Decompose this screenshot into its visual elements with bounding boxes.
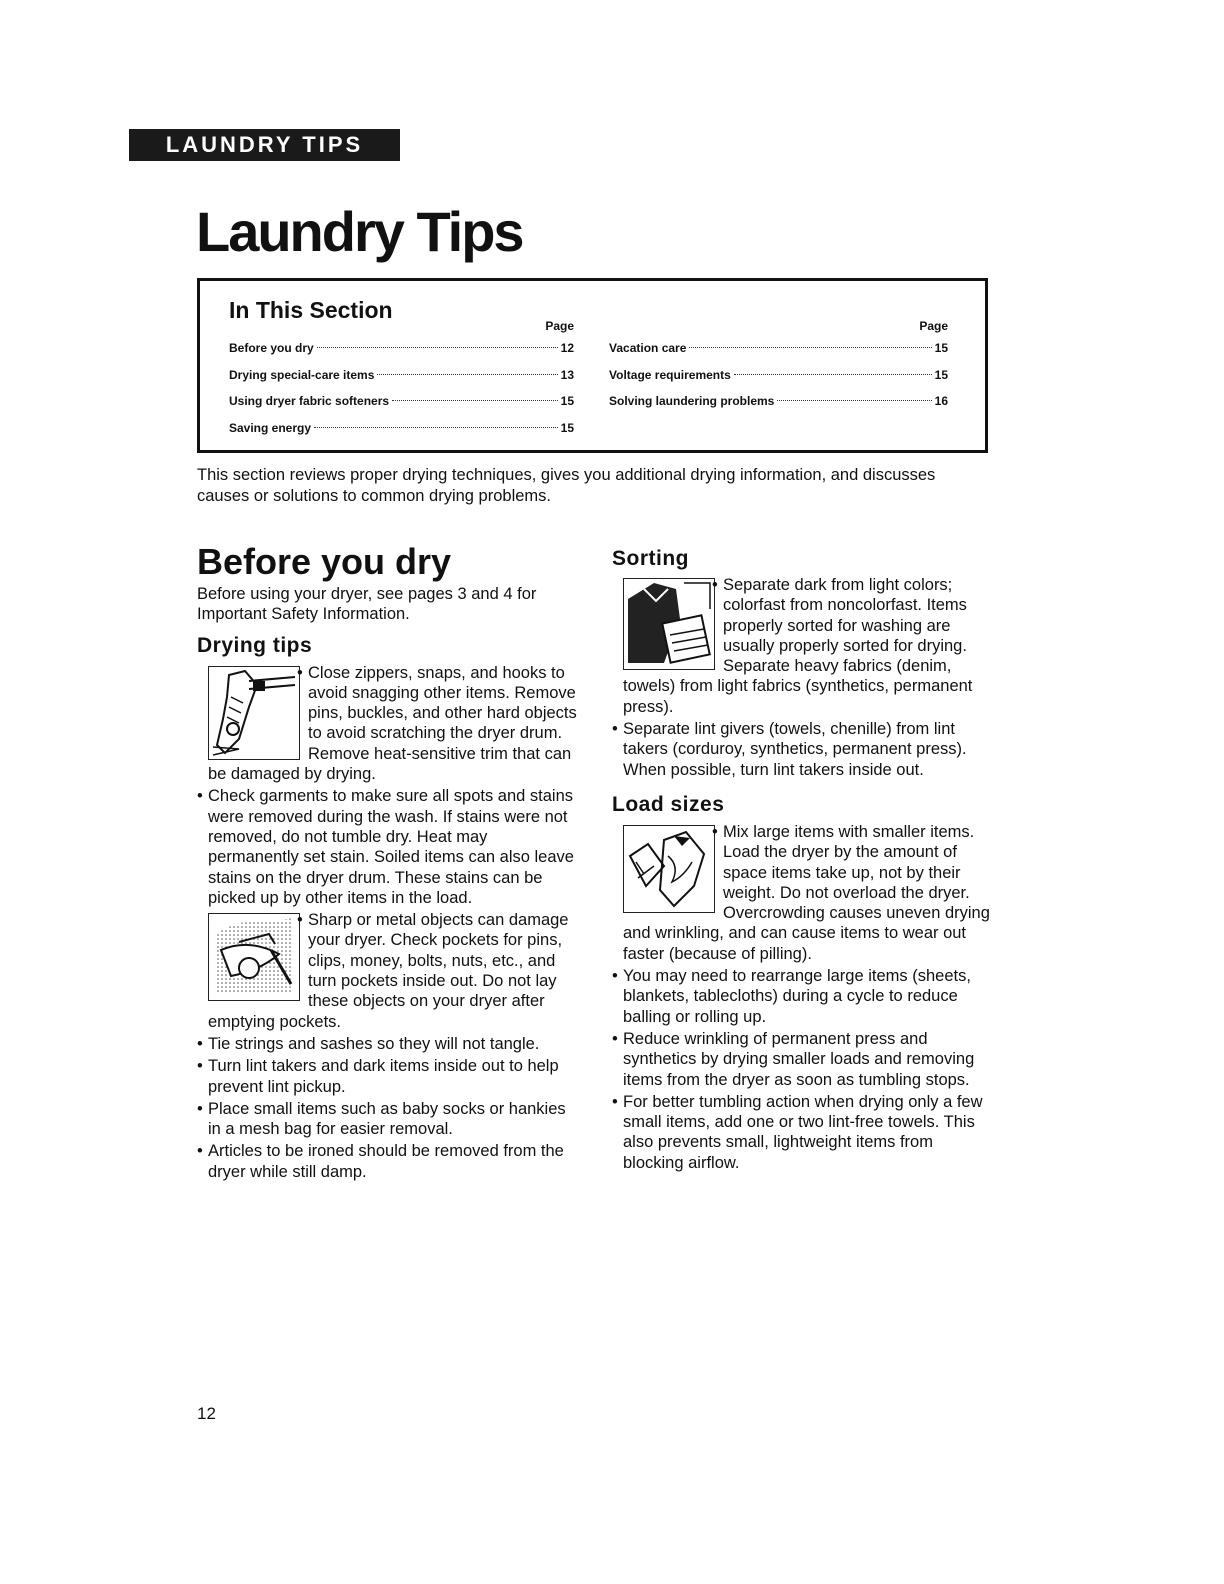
list-item (197, 1141, 579, 1182)
before-you-dry-intro: Before using your dryer, see pages 3 and 4 for Important Safety Information. (197, 585, 537, 624)
pocket-objects-illustration-icon (208, 913, 300, 1001)
toc-leader (314, 427, 558, 428)
page-number: 12 (197, 1404, 216, 1423)
bullet: • (612, 967, 618, 986)
drying-tips-list (197, 663, 579, 1182)
list-item-text: Place small items such as baby socks or hankies in a mesh bag for easier removal. (208, 1099, 566, 1139)
toc-leader (777, 400, 931, 401)
toc-entry-label: Before you dry (229, 341, 314, 355)
toc-column-right (609, 317, 948, 415)
toc-column-left (229, 317, 574, 441)
right-column (612, 546, 997, 1175)
toc-entry-page: 15 (560, 420, 574, 435)
toc-entry[interactable] (229, 388, 574, 415)
page-title: Laundry Tips (196, 200, 523, 263)
toc-heading: In This Section (229, 297, 393, 323)
section-tab: LAUNDRY TIPS (129, 129, 400, 161)
load-sizes-list (612, 822, 997, 1173)
bullet: • (297, 911, 303, 930)
toc-entry-page: 12 (560, 341, 574, 355)
list-item-text: Separate dark from light colors; colorfast from noncolorfast. Items properly sorted for washing are usually properly sorted for drying. Separate heavy fabrics (denim, towels) from light fabrics (synthetics, permanent press). (623, 576, 973, 716)
bullet: • (712, 576, 718, 594)
bullet: • (197, 1142, 203, 1161)
bullet: • (712, 822, 718, 841)
toc-entry[interactable] (229, 415, 574, 442)
list-item-text: Close zippers, snaps, and hooks to avoid snagging other items. Remove pins, buckles, and other hard objects to avoid scratching the dryer drum. Remove heat-sensitive trim that can be damaged by drying. (208, 663, 577, 784)
bullet: • (197, 1057, 203, 1076)
list-item (197, 1056, 579, 1097)
toc-leader (734, 374, 932, 375)
toc-entry-page: 16 (934, 394, 948, 408)
left-column (197, 542, 579, 1184)
toc-leader (317, 347, 558, 348)
list-item-text: Tie strings and sashes so they will not tangle. (208, 1034, 540, 1053)
list-item (612, 575, 997, 717)
section-intro: This section reviews proper drying techniques, gives you additional drying information, and discusses causes or solutions to common drying problems. (197, 466, 936, 505)
toc-entry-label: Drying special-care items (229, 367, 375, 382)
toc-entry[interactable] (229, 362, 574, 389)
list-item (612, 1092, 997, 1173)
drying-tips-heading: Drying tips (197, 633, 313, 657)
list-item (612, 966, 997, 1027)
list-item-text: You may need to rearrange large items (sheets, blankets, tablecloths) during a cycle to reduce balling or rolling up. (623, 967, 971, 1026)
list-item (612, 822, 997, 964)
dryer-load-illustration-icon (623, 825, 715, 913)
list-item (197, 1034, 579, 1054)
list-item-text: Turn lint takers and dark items inside out to help prevent lint pickup. (208, 1057, 559, 1096)
toc-page-header: Page (545, 319, 574, 333)
sorting-list (612, 575, 997, 780)
list-item-text: Sharp or metal objects can damage your dryer. Check pockets for pins, clips, money, bolts, nuts, etc., and turn pockets inside out. Do not lay these objects on your dryer after emptying pockets. (208, 911, 569, 1031)
list-item (197, 786, 579, 908)
toc-entry-label: Voltage requirements (609, 367, 731, 382)
list-item-text: Check garments to make sure all spots and stains were removed during the wash. If stains were not removed, do not tumble dry. Heat may permanently set stain. Soiled items can also leave stains on the dryer drum. These stains can be picked up by other items in the load. (208, 787, 574, 907)
load-sizes-heading: Load sizes (612, 792, 725, 816)
bullet: • (612, 720, 618, 739)
toc-leader (392, 400, 558, 401)
toc-entry-page: 15 (934, 367, 948, 382)
toc-leader (689, 347, 931, 348)
toc-entry-label: Saving energy (229, 420, 312, 435)
list-item-text: For better tumbling action when drying only a few small items, add one or two lint-free towels. This also prevents small, lightweight items from blocking airflow. (623, 1092, 983, 1172)
toc-entry-label: Solving laundering problems (609, 394, 775, 408)
toc-entry-label: Using dryer fabric softeners (229, 394, 390, 408)
toc-entry[interactable] (609, 388, 948, 415)
toc-entry[interactable] (609, 362, 948, 389)
bullet: • (612, 1029, 618, 1048)
bullet: • (612, 1092, 618, 1111)
zipper-illustration-icon (208, 666, 300, 760)
list-item-text: Separate lint givers (towels, chenille) from lint takers (corduroy, synthetics, permanent press). When possible, turn lint takers inside out. (623, 720, 967, 779)
toc-entry-page: 15 (934, 341, 948, 355)
bullet: • (197, 1034, 203, 1053)
list-item (197, 1099, 579, 1140)
toc-entry[interactable] (229, 335, 574, 362)
list-item-text: Articles to be ironed should be removed from the dryer while still damp. (208, 1142, 564, 1181)
toc-box (197, 278, 988, 453)
list-item-text: Reduce wrinkling of permanent press and synthetics by drying smaller loads and removing items from the dryer as soon as tumbling stops. (623, 1029, 975, 1089)
sorted-clothes-illustration-icon (623, 578, 715, 670)
toc-entry[interactable] (609, 335, 948, 362)
bullet: • (197, 1099, 203, 1118)
list-item (197, 663, 579, 785)
toc-entry-label: Vacation care (609, 341, 687, 355)
before-you-dry-heading: Before you dry (197, 541, 452, 582)
toc-entry-page: 15 (560, 394, 574, 408)
list-item (197, 910, 579, 1032)
toc-page-header: Page (919, 319, 948, 333)
toc-leader (377, 374, 557, 375)
toc-entry-page: 13 (560, 367, 574, 382)
sorting-heading: Sorting (612, 547, 689, 570)
bullet: • (197, 787, 203, 806)
list-item (612, 1029, 997, 1090)
list-item (612, 719, 997, 780)
list-item-text: Mix large items with smaller items. Load the dryer by the amount of space items take up, not by their weight. Do not overload the dryer. Overcrowding causes uneven drying and wrinkling, and can cause items to wear out faster (because of pilling). (623, 822, 990, 963)
bullet: • (297, 663, 303, 682)
